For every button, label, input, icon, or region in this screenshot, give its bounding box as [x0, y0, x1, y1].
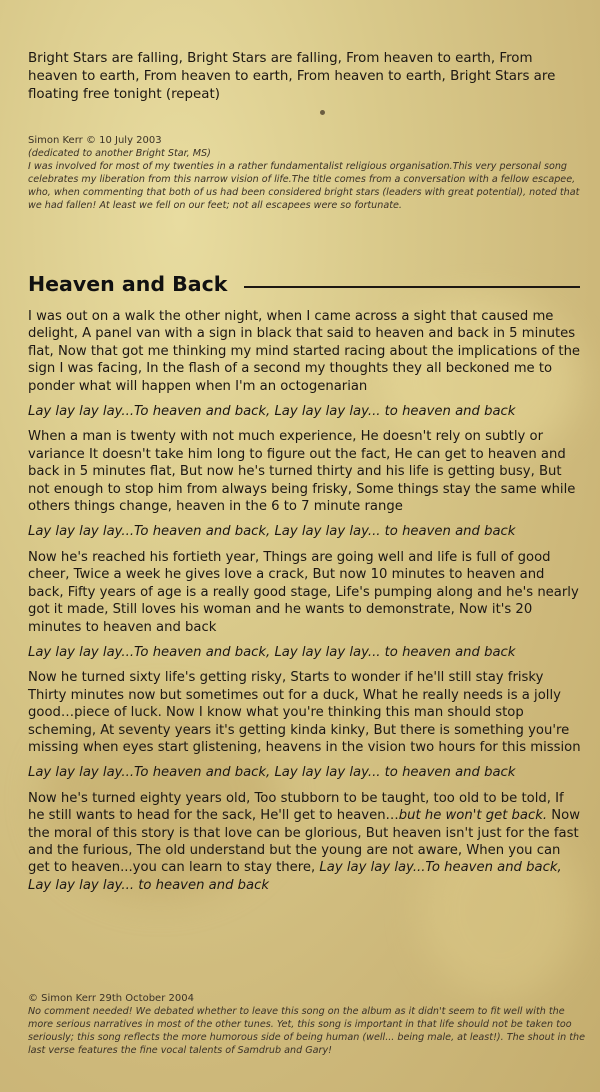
refrain: Lay lay lay lay...To heaven and back, Lay lay lay lay... to heaven and back	[28, 524, 516, 540]
credit-dedication: (dedicated to another Bright Star, MS)	[28, 148, 211, 159]
title-rule	[244, 286, 580, 288]
previous-song-chorus: Bright Stars are falling, Bright Stars are falling, From heaven to earth, From heaven to earth, From heaven to earth, From heaven to earth, Bright Stars are floating free tonight (repeat)	[28, 51, 556, 102]
verse-5-shout: but he won't get back.	[398, 808, 548, 824]
verse-5-refrain: Lay lay lay lay...To heaven and back, Lay lay lay lay... to heaven and back	[28, 860, 562, 893]
verse-3: Now he's reached his fortieth year, Things are going well and life is full of good cheer, Twice a week he gives love a crack, But now 10 minutes to heaven and back, Fifty years of age is a really good stage, Life's pumping along and he's nearly got it made, Still loves his woman and he wants to demonstrate, Now it's 20 minutes to heaven and back	[28, 549, 579, 635]
verse-1: I was out on a walk the other night, when I came across a sight that caused me delight, A panel van with a sign in black that said to heaven and back in 5 minutes flat, Now that got me thinking my mind started racing about the implications of the sign I was facing, In the flash of a second my thoughts they all beckoned me to ponder what will happen when I'm an octogenarian	[28, 309, 581, 394]
verse-2: When a man is twenty with not much experience, He doesn't rely on subtly or variance It doesn't take him long to figure out the fact, He can get to heaven and back in 5 minutes flat, But now he's turned thirty and his life is getting busy, But not enough to stop him from always being frisky, Some things stay the same while others things change, heaven in the 6 to 7 minute range	[28, 429, 576, 515]
song-lyrics	[28, 308, 584, 902]
credit-note: I was involved for most of my twenties in a rather fundamentalist religious organisation.This very personal song celebrates my liberation from this narrow vision of life.The title comes from a conversation with a fellow escapee, who, when commenting that both of us had been considered bright stars (leaders with great potential), noted that we had fallen! At least we fell on our feet; not all escapees were so fortunate.	[28, 161, 580, 211]
refrain: Lay lay lay lay...To heaven and back, Lay lay lay lay... to heaven and back	[28, 404, 516, 420]
previous-song-credit	[28, 134, 588, 212]
verse-5-text: Now he's turned eighty years old, Too stubborn to be taught, too old to be told, If he still wants to head for the sack, He'll get to heaven…	[28, 790, 564, 824]
refrain: Lay lay lay lay...To heaven and back, Lay lay lay lay... to heaven and back	[28, 765, 516, 781]
verse-5	[28, 790, 584, 894]
verse-4: Now he turned sixty life's getting risky, Starts to wonder if he'll still stay frisky Thirty minutes now but sometimes out for a duck, What he really needs is a jolly good…piece of luck. Now I know what you're thinking this man should stop scheming, At seventy years it's getting kinda kinky, But there is something you're missing when eyes start glistening, heavens in the vision two hours for this mission	[28, 670, 581, 755]
song-title-row	[28, 270, 580, 300]
ink-spot	[320, 110, 325, 115]
credit-author: Simon Kerr © 10 July 2003	[28, 135, 162, 146]
footer-author: © Simon Kerr 29th October 2004	[28, 993, 194, 1004]
song-credit	[28, 992, 588, 1057]
refrain: Lay lay lay lay...To heaven and back, Lay lay lay lay... to heaven and back	[28, 644, 516, 660]
verse-5-moral: Now the moral of this story is that love can be glorious, But heaven isn't just for the fast and the furious, The old understand but the young are not aware, When you can get to heaven...you can learn to stay there,	[28, 808, 581, 876]
song-title: Heaven and Back	[28, 272, 228, 296]
footer-note: No comment needed! We debated whether to leave this song on the album as it didn't seem to fit well with the more serious narratives in most of the other tunes. Yet, this song is important in that life should not be taken too seriously; this song reflects the more humorous side of being human (well... being male, at least!). The shout in the last verse features the fine vocal talents of Samdrub and Gary!	[28, 1006, 586, 1056]
